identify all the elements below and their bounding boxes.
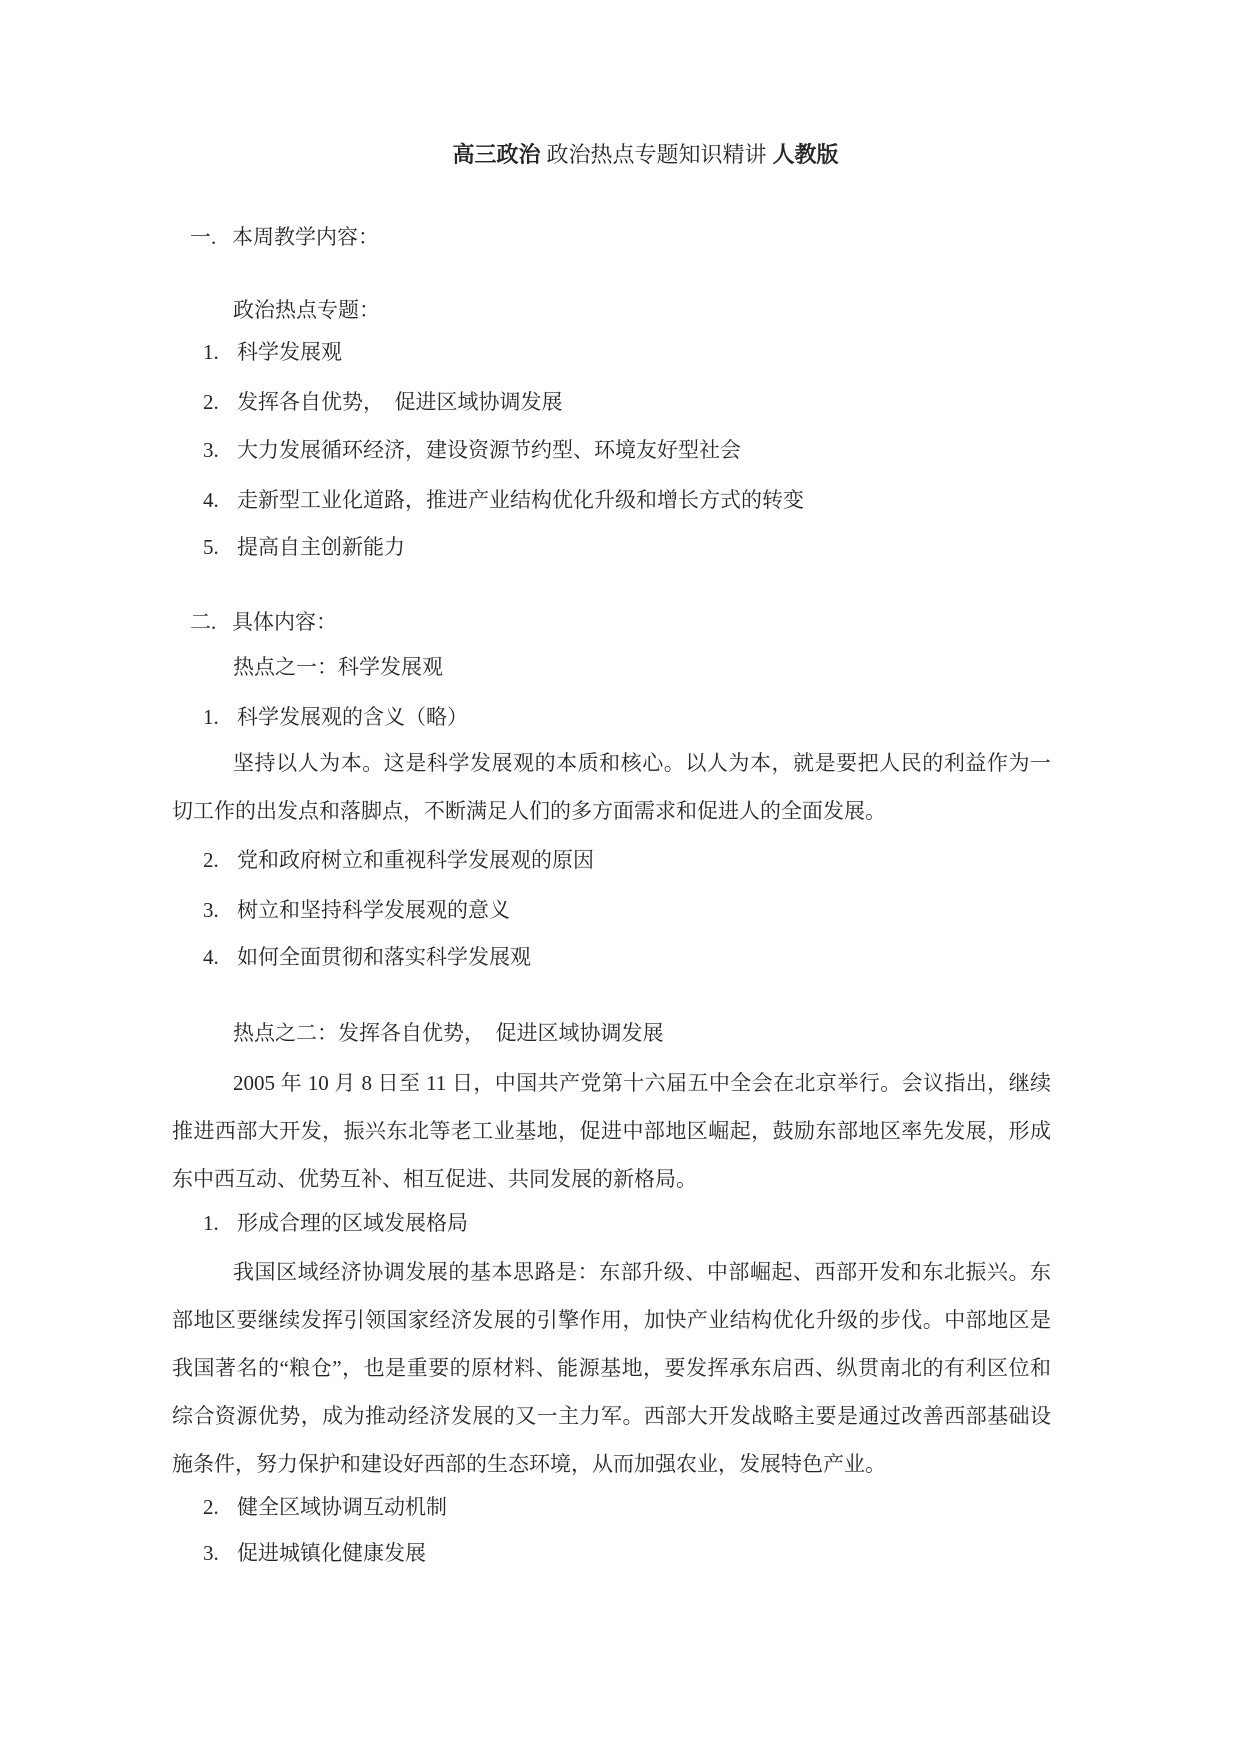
item-text: 健全区域协调互动机制: [237, 1495, 447, 1519]
section-two-heading: [172, 598, 1051, 646]
item-text: 发挥各自优势， 促进区域协调发展: [237, 390, 563, 414]
hotspot-one-paragraph-1: [172, 739, 1051, 835]
hotspot-two-paragraph-2: [172, 1248, 1051, 1488]
item-text: 科学发展观: [237, 340, 342, 364]
item-text: 科学发展观的含义（略）: [237, 705, 468, 729]
item-number: 1.: [203, 705, 219, 729]
teaching-content-item-1: [172, 328, 1051, 376]
item-text: 树立和坚持科学发展观的意义: [237, 898, 510, 922]
document-title: [206, 131, 1085, 179]
item-text: 提高自主创新能力: [237, 535, 405, 559]
hotspot-two-heading: [172, 1009, 1112, 1057]
item-number: 3.: [203, 438, 219, 462]
section-one-intro: [172, 286, 1112, 334]
item-number: 4.: [203, 945, 219, 969]
teaching-content-item-4: [172, 476, 1051, 524]
item-number: 4.: [203, 488, 219, 512]
teaching-content-item-2: [172, 378, 1051, 426]
title-edition: 人教版: [772, 142, 839, 167]
item-number: 3.: [203, 1541, 219, 1565]
item-number: 3.: [203, 898, 219, 922]
item-number: 1.: [203, 340, 219, 364]
hotspot-two-item-1: [172, 1199, 1051, 1247]
item-text: 走新型工业化道路，推进产业结构优化升级和增长方式的转变: [237, 488, 804, 512]
title-course: 高三政治: [452, 142, 541, 167]
hotspot-two-item-2: [172, 1483, 1051, 1531]
hotspot-one-item-1: [172, 693, 1051, 741]
item-number: 2.: [203, 848, 219, 872]
section-one-heading-text: 本周教学内容：: [232, 225, 379, 249]
teaching-content-item-5: [172, 523, 1051, 571]
item-number: 2.: [203, 390, 219, 414]
section-one-number: 一.: [190, 225, 217, 249]
teaching-content-item-3: [172, 426, 1051, 474]
hotspot-one-item-4: [172, 933, 1051, 981]
paragraph-text: 坚持以人为本。这是科学发展观的本质和核心。以人为本，就是要把人民的利益作为一切工作的出发点和落脚点，不断满足人们的多方面需求和促进人的全面发展。: [172, 751, 1051, 823]
item-text: 形成合理的区域发展格局: [237, 1211, 468, 1235]
item-number: 1.: [203, 1211, 219, 1235]
item-number: 5.: [203, 535, 219, 559]
hotspot-two-heading-text: 热点之二：发挥各自优势， 促进区域协调发展: [233, 1021, 664, 1045]
item-text: 党和政府树立和重视科学发展观的原因: [237, 848, 594, 872]
section-two-number: 二.: [190, 610, 217, 634]
hotspot-one-item-3: [172, 886, 1051, 934]
paragraph-text: 2005 年 10 月 8 日至 11 日，中国共产党第十六届五中全会在北京举行。会议指出，继续推进西部大开发，振兴东北等老工业基地，促进中部地区崛起，鼓励东部地区率先发展，形成东中西互动、优势互补、相互促进、共同发展的新格局。: [172, 1071, 1051, 1191]
hotspot-one-item-2: [172, 836, 1051, 884]
paragraph-text: 我国区域经济协调发展的基本思路是：东部升级、中部崛起、西部开发和东北振兴。东部地区要继续发挥引领国家经济发展的引擎作用，加快产业结构优化升级的步伐。中部地区是我国著名的“粮仓”，也是重要的原材料、能源基地，要发挥承东启西、纵贯南北的有利区位和综合资源优势，成为推动经济发展的又一主力军。西部大开发战略主要是通过改善西部基础设施条件，努力保护和建设好西部的生态环境，从而加强农业，发展特色产业。: [172, 1260, 1051, 1476]
hotspot-two-item-3: [172, 1529, 1051, 1577]
section-one-heading: [172, 213, 1051, 261]
hotspot-one-heading-text: 热点之一：科学发展观: [233, 655, 443, 679]
item-number: 2.: [203, 1495, 219, 1519]
section-two-heading-text: 具体内容：: [232, 610, 337, 634]
section-one-intro-text: 政治热点专题：: [233, 298, 380, 322]
item-text: 大力发展循环经济，建设资源节约型、环境友好型社会: [237, 438, 741, 462]
item-text: 促进城镇化健康发展: [237, 1541, 426, 1565]
hotspot-one-heading: [172, 643, 1112, 691]
title-topic: 政治热点专题知识精讲: [546, 142, 767, 167]
hotspot-two-paragraph-1: [172, 1059, 1051, 1203]
item-text: 如何全面贯彻和落实科学发展观: [237, 945, 531, 969]
